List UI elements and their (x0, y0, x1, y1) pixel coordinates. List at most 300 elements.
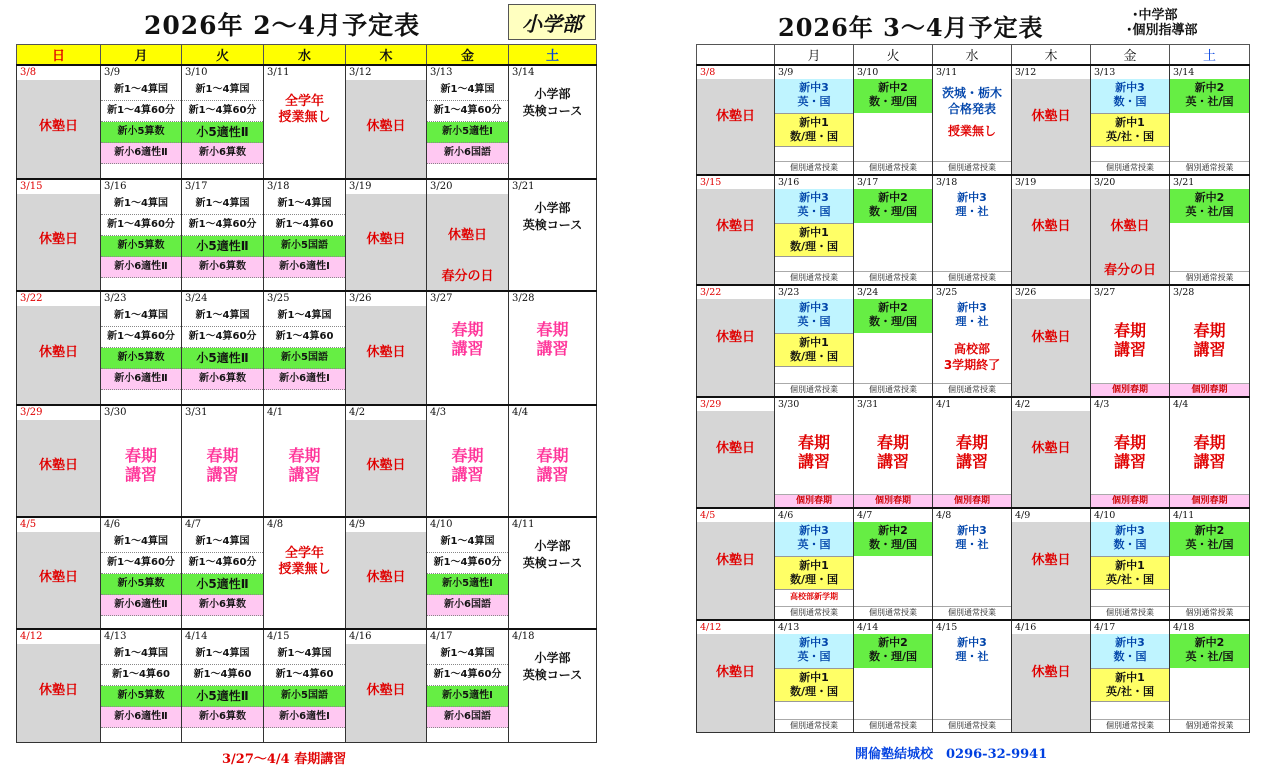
date-label: 3/12 (1012, 65, 1091, 79)
closed-day-label: 休塾日 (715, 218, 755, 234)
jh2-math-block-line: 数・理/国 (868, 650, 918, 663)
date-label: 4/6 (775, 508, 854, 522)
date-label: 3/28 (1170, 285, 1250, 299)
left-page-title: 2026年 2～4月予定表 (144, 11, 421, 40)
date-label: 3/24 (182, 291, 264, 306)
day-cell (182, 194, 264, 291)
day-cell (17, 80, 101, 179)
day-cell (264, 532, 346, 629)
jh1-math-block-line: 新中1 (799, 336, 829, 349)
jh3-science-block-line: 理・社 (955, 205, 989, 218)
class-slot: 新小5国語 (264, 686, 345, 707)
date-label: 3/19 (346, 179, 427, 194)
class-slot: 新小6適性Ⅰ (264, 257, 345, 278)
date-label: 3/21 (1170, 175, 1250, 189)
jh2-math-block (854, 189, 932, 223)
date-label: 3/21 (509, 179, 597, 194)
day-content (509, 194, 596, 290)
jh2-english-block-line: 新中2 (1194, 81, 1225, 94)
closed-day-label: 休塾日 (715, 108, 755, 124)
date-label: 3/18 (264, 179, 346, 194)
day-cell (17, 194, 101, 291)
date-label: 4/8 (264, 517, 346, 532)
class-slot: 新小6適性Ⅱ (101, 369, 181, 390)
day-content (509, 644, 596, 742)
day-content (933, 634, 1011, 732)
weekday-tue: 火 (854, 45, 933, 66)
day-content (427, 532, 508, 628)
day-content (775, 522, 853, 619)
jh1-english-block (1091, 556, 1169, 590)
day-cell (854, 411, 933, 508)
class-slot: 新1～4算60 (264, 327, 345, 348)
class-slot: 新小6算数 (182, 707, 263, 728)
day-content (1012, 522, 1090, 619)
day-cell (854, 634, 933, 733)
spring-course-footnote: 3/27～4/4 春期講習 (222, 752, 347, 767)
day-cell (264, 194, 346, 291)
closed-day-label: 休塾日 (1031, 218, 1071, 234)
class-slot: 新小5適性Ⅰ (427, 686, 508, 707)
day-cell (1012, 79, 1091, 175)
date-label: 4/5 (17, 517, 101, 532)
individual-class-label: 個別通常授業 (933, 606, 1011, 619)
right-week-row (697, 634, 1250, 733)
jh1-english-block-line: 英/社・国 (1105, 685, 1155, 698)
note-line: 全学年 (284, 546, 324, 561)
term-end-note (933, 341, 1011, 373)
day-cell (101, 194, 182, 291)
day-content (427, 420, 508, 516)
date-label: 3/27 (427, 291, 509, 306)
jh3-english-block-line: 新中3 (799, 301, 829, 314)
date-label: 3/31 (854, 397, 933, 411)
jh3-science-block (933, 522, 1011, 556)
individual-class-label: 個別通常授業 (775, 161, 853, 174)
date-label: 4/9 (1012, 508, 1091, 522)
date-label: 4/13 (101, 629, 182, 644)
jh2-math-block (854, 299, 932, 333)
class-slot: 新1～4算国 (427, 80, 508, 101)
note-line: 合格発表 (947, 102, 996, 116)
day-content (17, 532, 100, 628)
date-label: 3/29 (697, 397, 775, 411)
jh2-english-block-line: 英・社/国 (1185, 538, 1234, 551)
eiken-line: 英検コース (522, 104, 583, 118)
jh3-science-block-line: 新中3 (957, 301, 987, 314)
jh2-english-block-line: 新中2 (1194, 636, 1225, 649)
spring-label-line: 春期 (536, 446, 569, 465)
date-label: 3/29 (17, 405, 101, 420)
day-cell (1091, 634, 1170, 733)
day-cell (509, 644, 597, 743)
jh2-math-block-line: 数・理/国 (868, 95, 918, 108)
elementary-schedule-panel (16, 0, 596, 767)
day-content (264, 532, 345, 628)
department-list (1126, 8, 1198, 38)
weekday-sun: 日 (17, 45, 101, 66)
day-cell (1091, 189, 1170, 285)
closed-day-label: 休塾日 (38, 119, 78, 134)
left-date-row (17, 517, 597, 532)
class-slot: 新1～4算60分 (101, 101, 181, 122)
date-label: 4/10 (427, 517, 509, 532)
jh2-math-block (854, 522, 932, 556)
spring-label-line: 講習 (876, 452, 909, 471)
jh2-math-block-line: 新中2 (878, 301, 908, 314)
day-cell (933, 522, 1012, 620)
jh2-math-block-line: 数・理/国 (868, 538, 918, 551)
spring-label-line: 講習 (1113, 452, 1146, 471)
day-content (1091, 522, 1169, 619)
right-date-row (697, 620, 1250, 634)
weekday-mon: 月 (101, 45, 182, 66)
jh2-math-block-line: 数・理/国 (868, 205, 918, 218)
day-cell (854, 189, 933, 285)
day-cell (1091, 79, 1170, 175)
jh3-science-block-line: 新中3 (957, 636, 987, 649)
date-label: 3/11 (264, 65, 346, 80)
left-weekday-header (17, 45, 597, 66)
day-content (509, 532, 596, 628)
date-label: 4/10 (1091, 508, 1170, 522)
note-line: 茨城・栃木 (941, 86, 1002, 100)
class-slot: 新1～4算60 (101, 665, 181, 686)
jh3-science-block-line: 理・社 (955, 650, 989, 663)
day-content (697, 634, 774, 732)
spring-label-line: 講習 (797, 452, 830, 471)
jh3-science-block-line: 新中3 (957, 524, 987, 537)
jh3-english-block-line: 新中3 (799, 636, 829, 649)
jh3-science-block-line: 新中3 (957, 191, 987, 204)
class-slot: 新1～4算60分 (182, 215, 263, 236)
closed-day-label: 休塾日 (715, 552, 755, 568)
day-content (933, 411, 1011, 507)
jh3-english-block-line: 新中3 (799, 191, 829, 204)
class-slot: 新1～4算国 (101, 306, 181, 327)
individual-class-label: 個別通常授業 (775, 606, 853, 619)
spring-course-label (1170, 411, 1249, 471)
class-slot: 新小5算数 (101, 574, 181, 595)
day-content (933, 522, 1011, 619)
jh2-math-block-line: 新中2 (878, 524, 908, 537)
day-cell (775, 522, 854, 620)
day-content (427, 644, 508, 742)
jh2-english-block-line: 新中2 (1194, 524, 1225, 537)
jh1-math-block (775, 556, 853, 590)
weekday-sat: 土 (509, 45, 597, 66)
day-content (697, 79, 774, 174)
date-label: 3/13 (427, 65, 509, 80)
jh2-english-block-line: 英・社/国 (1185, 650, 1234, 663)
closed-day-label: 休塾日 (366, 345, 406, 360)
day-content (346, 306, 426, 404)
spring-label-line: 講習 (451, 339, 484, 358)
date-label: 4/7 (854, 508, 933, 522)
closed-day-label: 休塾日 (366, 232, 406, 247)
jh3-math-block (1091, 79, 1169, 113)
class-slot: 小5適性Ⅱ (182, 348, 263, 369)
jh3-math-block-line: 新中3 (1115, 636, 1145, 649)
class-slot: 新1～4算国 (101, 80, 181, 101)
spring-label-line: 春期 (797, 433, 830, 452)
jh3-math-block-line: 数・国 (1113, 650, 1147, 663)
eiken-line: 小学部 (534, 651, 571, 665)
date-label: 3/22 (697, 285, 775, 299)
spring-label-line: 講習 (451, 465, 484, 484)
jh3-english-block-line: 新中3 (799, 524, 829, 537)
individual-class-label: 個別通常授業 (1091, 719, 1169, 732)
no-class-note (264, 532, 345, 578)
day-content (1012, 411, 1090, 507)
day-content (182, 532, 263, 628)
day-cell (854, 299, 933, 397)
day-cell (17, 420, 101, 517)
right-week-row (697, 79, 1250, 175)
individual-class-label: 個別通常授業 (775, 719, 853, 732)
jh2-english-block (1170, 189, 1249, 223)
closed-day-label: 休塾日 (38, 570, 78, 585)
jh2-english-block-line: 英・社/国 (1185, 205, 1234, 218)
eiken-line: 小学部 (534, 201, 571, 215)
day-cell (697, 189, 775, 285)
day-content (697, 411, 774, 507)
right-weekday-header (697, 45, 1250, 66)
date-label: 3/25 (264, 291, 346, 306)
closed-day-label: 休塾日 (1031, 108, 1071, 124)
closed-day-label: 休塾日 (366, 570, 406, 585)
individual-class-label: 個別通常授業 (1170, 161, 1249, 174)
spring-course-label (854, 411, 932, 471)
day-content (1170, 634, 1249, 732)
spring-label-line: 春期 (536, 320, 569, 339)
day-cell (346, 80, 427, 179)
jh1-math-block (775, 223, 853, 257)
class-slot: 小5適性Ⅱ (182, 122, 263, 143)
day-cell (1012, 411, 1091, 508)
junior-high-schedule-panel (696, 0, 1249, 733)
jh1-math-block (775, 668, 853, 702)
individual-spring-label: 個別春期 (1091, 383, 1169, 396)
closed-day-label: 休塾日 (38, 458, 78, 473)
date-label: 3/28 (509, 291, 597, 306)
note-line: 授業無し (278, 110, 331, 125)
weekday-wed: 水 (264, 45, 346, 66)
closed-day-label: 休塾日 (38, 232, 78, 247)
day-content (854, 522, 932, 619)
day-content (933, 299, 1011, 396)
eiken-line: 英検コース (522, 218, 583, 232)
day-content (854, 634, 932, 732)
jh3-science-block-line: 理・社 (955, 538, 989, 551)
jh3-math-block-line: 新中3 (1115, 81, 1145, 94)
spring-label-line: 春期 (288, 446, 321, 465)
individual-class-label: 個別通常授業 (775, 271, 853, 284)
day-cell (697, 299, 775, 397)
date-label: 3/16 (101, 179, 182, 194)
class-slot: 新1～4算60分 (427, 665, 508, 686)
date-label: 4/6 (101, 517, 182, 532)
class-slot: 新1～4算国 (101, 644, 181, 665)
weekday-tue: 火 (182, 45, 264, 66)
day-cell (1091, 299, 1170, 397)
day-cell (427, 80, 509, 179)
class-slot: 新1～4算国 (182, 194, 263, 215)
closed-day-label: 休塾日 (1031, 329, 1071, 345)
date-label: 4/4 (509, 405, 597, 420)
day-content (1170, 79, 1249, 174)
weekday-thu: 木 (346, 45, 427, 66)
day-cell (933, 189, 1012, 285)
day-content (1091, 299, 1169, 396)
day-cell (509, 80, 597, 179)
date-label: 4/13 (775, 620, 854, 634)
date-label: 3/9 (775, 65, 854, 79)
class-slot: 新1～4算60分 (101, 215, 181, 236)
day-cell (1170, 522, 1250, 620)
class-slot: 新1～4算国 (182, 644, 263, 665)
day-content (1091, 189, 1169, 284)
class-slot: 新小6適性Ⅱ (101, 595, 181, 616)
day-content (509, 80, 596, 178)
day-content (264, 644, 345, 742)
closed-day-label: 休塾日 (715, 329, 755, 345)
jh3-english-block (775, 522, 853, 556)
day-cell (264, 306, 346, 405)
day-content (101, 420, 181, 516)
jh2-math-block-line: 新中2 (878, 191, 908, 204)
jh3-english-block-line: 英・国 (797, 205, 831, 218)
class-slot: 新小6算数 (182, 143, 263, 164)
note-line: 高校部 (953, 342, 990, 356)
right-date-row (697, 175, 1250, 189)
eiken-line: 小学部 (534, 539, 571, 553)
day-cell (1012, 522, 1091, 620)
date-label: 3/10 (182, 65, 264, 80)
class-slot: 新1～4算60分 (182, 101, 263, 122)
spring-label-line: 春期 (1113, 433, 1146, 452)
day-content (1170, 299, 1249, 396)
weekday-mon: 月 (775, 45, 854, 66)
spring-course-label (427, 420, 508, 484)
day-cell (182, 420, 264, 517)
jh2-math-block (854, 79, 932, 113)
spring-course-label (1170, 299, 1249, 359)
jh3-science-block (933, 634, 1011, 668)
class-slot: 新小5国語 (264, 348, 345, 369)
school-contact-footer: 開倫塾結城校 0296-32-9941 (855, 747, 1048, 762)
class-slot: 新1～4算国 (427, 644, 508, 665)
eiken-line: 英検コース (522, 556, 583, 570)
date-label: 3/24 (854, 285, 933, 299)
day-cell (933, 634, 1012, 733)
date-label: 3/16 (775, 175, 854, 189)
jh1-math-block-line: 新中1 (799, 671, 829, 684)
date-label: 3/20 (427, 179, 509, 194)
day-cell (775, 634, 854, 733)
day-cell (775, 79, 854, 175)
spring-course-label (264, 420, 345, 484)
individual-class-label: 個別通常授業 (933, 271, 1011, 284)
jh1-math-block-line: 数/理・国 (789, 685, 839, 698)
jh3-science-block (933, 299, 1011, 333)
individual-class-label: 個別通常授業 (854, 383, 932, 396)
closed-day-label: 休塾日 (1110, 218, 1150, 234)
day-content (1012, 189, 1090, 284)
jh1-english-block-line: 英/社・国 (1105, 130, 1155, 143)
day-cell (697, 522, 775, 620)
right-title-row (696, 0, 1249, 44)
jh3-english-block-line: 英・国 (797, 650, 831, 663)
jh2-math-block-line: 新中2 (878, 636, 908, 649)
date-label: 4/16 (1012, 620, 1091, 634)
class-slot: 新1～4算60 (264, 665, 345, 686)
day-content (775, 79, 853, 174)
spring-label-line: 春期 (1193, 321, 1226, 340)
closed-day-label: 休塾日 (366, 683, 406, 698)
day-cell (346, 306, 427, 405)
left-week-row (17, 532, 597, 629)
date-label: 4/2 (1012, 397, 1091, 411)
jh3-english-block-line: 英・国 (797, 95, 831, 108)
spring-label-line: 講習 (536, 339, 569, 358)
day-content (775, 634, 853, 732)
day-cell (933, 79, 1012, 175)
date-label: 3/20 (1091, 175, 1170, 189)
closed-day-label: 休塾日 (366, 119, 406, 134)
weekday-thu: 木 (1012, 45, 1091, 66)
day-content (854, 411, 932, 507)
date-label: 4/3 (1091, 397, 1170, 411)
class-slot: 小5適性Ⅱ (182, 686, 263, 707)
spring-label-line: 春期 (451, 446, 484, 465)
eiken-course-label (509, 644, 596, 684)
class-slot: 新小6国語 (427, 143, 508, 164)
class-slot: 新小5算数 (101, 348, 181, 369)
left-week-row (17, 194, 597, 291)
date-label: 4/7 (182, 517, 264, 532)
date-label: 4/14 (854, 620, 933, 634)
jh3-math-block-line: 数・国 (1113, 538, 1147, 551)
day-content (17, 644, 100, 742)
left-date-row (17, 405, 597, 420)
date-label: 4/5 (697, 508, 775, 522)
spring-course-label (1091, 299, 1169, 359)
day-cell (346, 644, 427, 743)
right-date-row (697, 508, 1250, 522)
jh3-science-block-line: 理・社 (955, 315, 989, 328)
date-label: 3/13 (1091, 65, 1170, 79)
jh1-math-block (775, 333, 853, 367)
spring-label-line: 講習 (1193, 452, 1226, 471)
day-cell (346, 420, 427, 517)
jh3-english-block-line: 英・国 (797, 315, 831, 328)
date-label: 4/18 (1170, 620, 1250, 634)
day-cell (427, 644, 509, 743)
jh1-math-block (775, 113, 853, 147)
eiken-line: 英検コース (522, 668, 583, 682)
day-content (101, 532, 181, 628)
date-label: 3/18 (933, 175, 1012, 189)
jh1-math-block-line: 数/理・国 (789, 350, 839, 363)
day-cell (775, 299, 854, 397)
day-cell (182, 80, 264, 179)
day-content (264, 420, 345, 516)
right-week-row (697, 411, 1250, 508)
day-cell (509, 532, 597, 629)
note-line: 授業無し (278, 562, 331, 577)
closed-day-label: 休塾日 (38, 345, 78, 360)
